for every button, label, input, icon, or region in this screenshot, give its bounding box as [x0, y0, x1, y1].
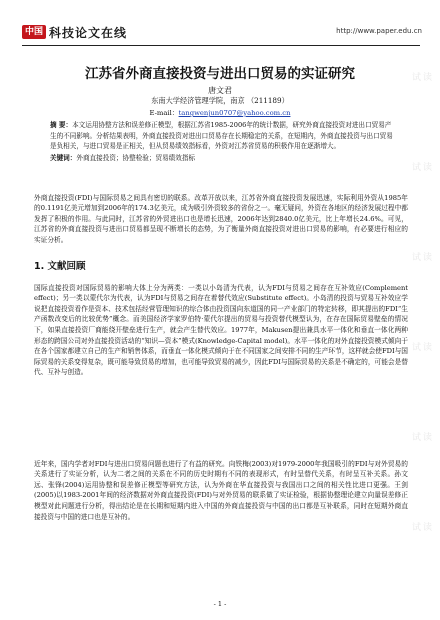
section-heading-literature: 1. 文献回顾 [34, 261, 86, 272]
abstract-text: 本文运用协整方法和误差修正模型，根据江苏省1985-2006年的统计数据，研究外商直接投资对进出口贸易产生的不同影响。分析结果表明，外商直接投资对进出口贸易存在长期稳定的关系，在短期内，外商直接投资与出口贸易是负相关，与进口贸易是正相关，但从贸易绩效指标看，外资对江苏省贸易的积极作用在逐渐增大。 [50, 121, 393, 150]
abstract [50, 120, 395, 152]
body-paragraph-literature: 国际直接投资对国际贸易的影响大体上分为两类：一类以小岛清为代表，认为FDI与贸易之间存在互补效应(Complement effect)；另一类以蒙代尔为代表，认为FDI与贸易之间存在着替代效应(Substitute effect)。小岛清的投资与贸易互补效应学说把直接投资看作是资本、技术包括经营管理知识的综合体由投资国向东道国的同一产业部门的特定转移，即其提出的FDI“生产函数改变后的比较优势”概念。而美国经济学家罗伯特·蒙代尔提出的贸易与投资替代模型认为，在存在国际贸易壁垒的情况下，如果直接投资厂商能绕开壁垒进行生产，就会产生替代效应。1977年，Makusen提出兼具水平一体化和垂直一体化两种形态的跨国公司对外直接投资活动的“知识—资本”模式(Knowledge-Capital model)。水平一体化的对外直接投资模式倾向于在各个国家都建立自己的生产和销售体系，而垂直一体化模式倾向于在不同国家之间安排不同的生产环节，这样就会使FDI与国际贸易的关系变得复杂，既可能导致贸易的增加，也可能导致贸易的减少，因此FDI与国际贸易的关系是不确定的，可能会是替代、互补与创造。 [34, 283, 408, 377]
page-number: - 1 - [213, 600, 227, 608]
site-url-link[interactable]: http://www.paper.edu.cn [336, 27, 422, 35]
keywords-label: 关键词： [50, 154, 77, 162]
body-paragraph-domestic-studies: 近年来，国内学者对FDI与进出口贸易问题也进行了有益的研究。向铁梅(2003)对1979-2000年我国吸引的FDI与对外贸易的关系进行了实证分析，认为二者之间的关系在不同的历史时期有不同的表现形式，有时呈替代关系，有时呈互补关系。孙文远、张锋(2004)运用协整和误差修正模型等研究方法，认为外商在华直接投资与我国出口之间的相关性比进口更强。王剑(2005)以1983-2001年间的经济数据对外商直接投资(FDI)与对外贸易的联系做了实证检验，根据协整理论建立向量误差修正模型对此问题进行分析，得出结论是在长期和短期内进入中国的外商直接投资与中国的出口都是互补联系，同时在短期外商直接投资与中国的进口也是互补的。 [34, 459, 408, 521]
watermark-text: 试读 [411, 73, 434, 83]
watermark-text: 试读 [411, 523, 434, 533]
author-email-line [0, 107, 440, 117]
watermark-text: 试读 [411, 433, 434, 443]
author-name: 唐文君 [208, 86, 232, 95]
abstract-label: 摘 要： [50, 121, 73, 129]
keywords [50, 152, 395, 162]
site-logo[interactable] [22, 22, 127, 42]
author-affiliation: 东南大学经济管理学院，南京 （211189） [151, 96, 289, 105]
header-divider [22, 45, 420, 46]
logo-mark: 中国 [22, 25, 46, 39]
masthead [22, 22, 422, 44]
watermark-text: 试读 [411, 163, 434, 173]
logo-text: 科技论文在线 [49, 25, 128, 40]
watermark-text: 试读 [411, 253, 434, 263]
email-link[interactable]: tangwenjun0707@yahoo.com.cn [178, 109, 291, 117]
email-label: E-mail： [149, 109, 179, 117]
keywords-text: 外商直接投资；协整检验；贸易绩效指标 [76, 154, 196, 162]
paper-title: 江苏省外商直接投资与进出口贸易的实证研究 [85, 66, 355, 82]
body-paragraph-intro: 外商直接投资(FDI)与国际贸易之间具有密切的联系。改革开放以来，江苏省外商直接投资发展迅速，实际利用外资从1985年的0.1191亿美元增加到2006年的174.3亿美元，成为吸引外资较多的省份之一。毫无疑问，外资在各地区的经济发展过程中都发挥了积极的作用。与此同时，江苏省的外贸进出口也是增长迅速，2006年达到2840.0亿美元，比上年增长24.6%。可见，江苏省的外商直接投资与进出口贸易都呈现不断增长的态势，为了衡量外商直接投资对进出口贸易的影响，有必要进行相应的实证分析。 [34, 193, 408, 245]
watermark-text: 试读 [411, 343, 434, 353]
